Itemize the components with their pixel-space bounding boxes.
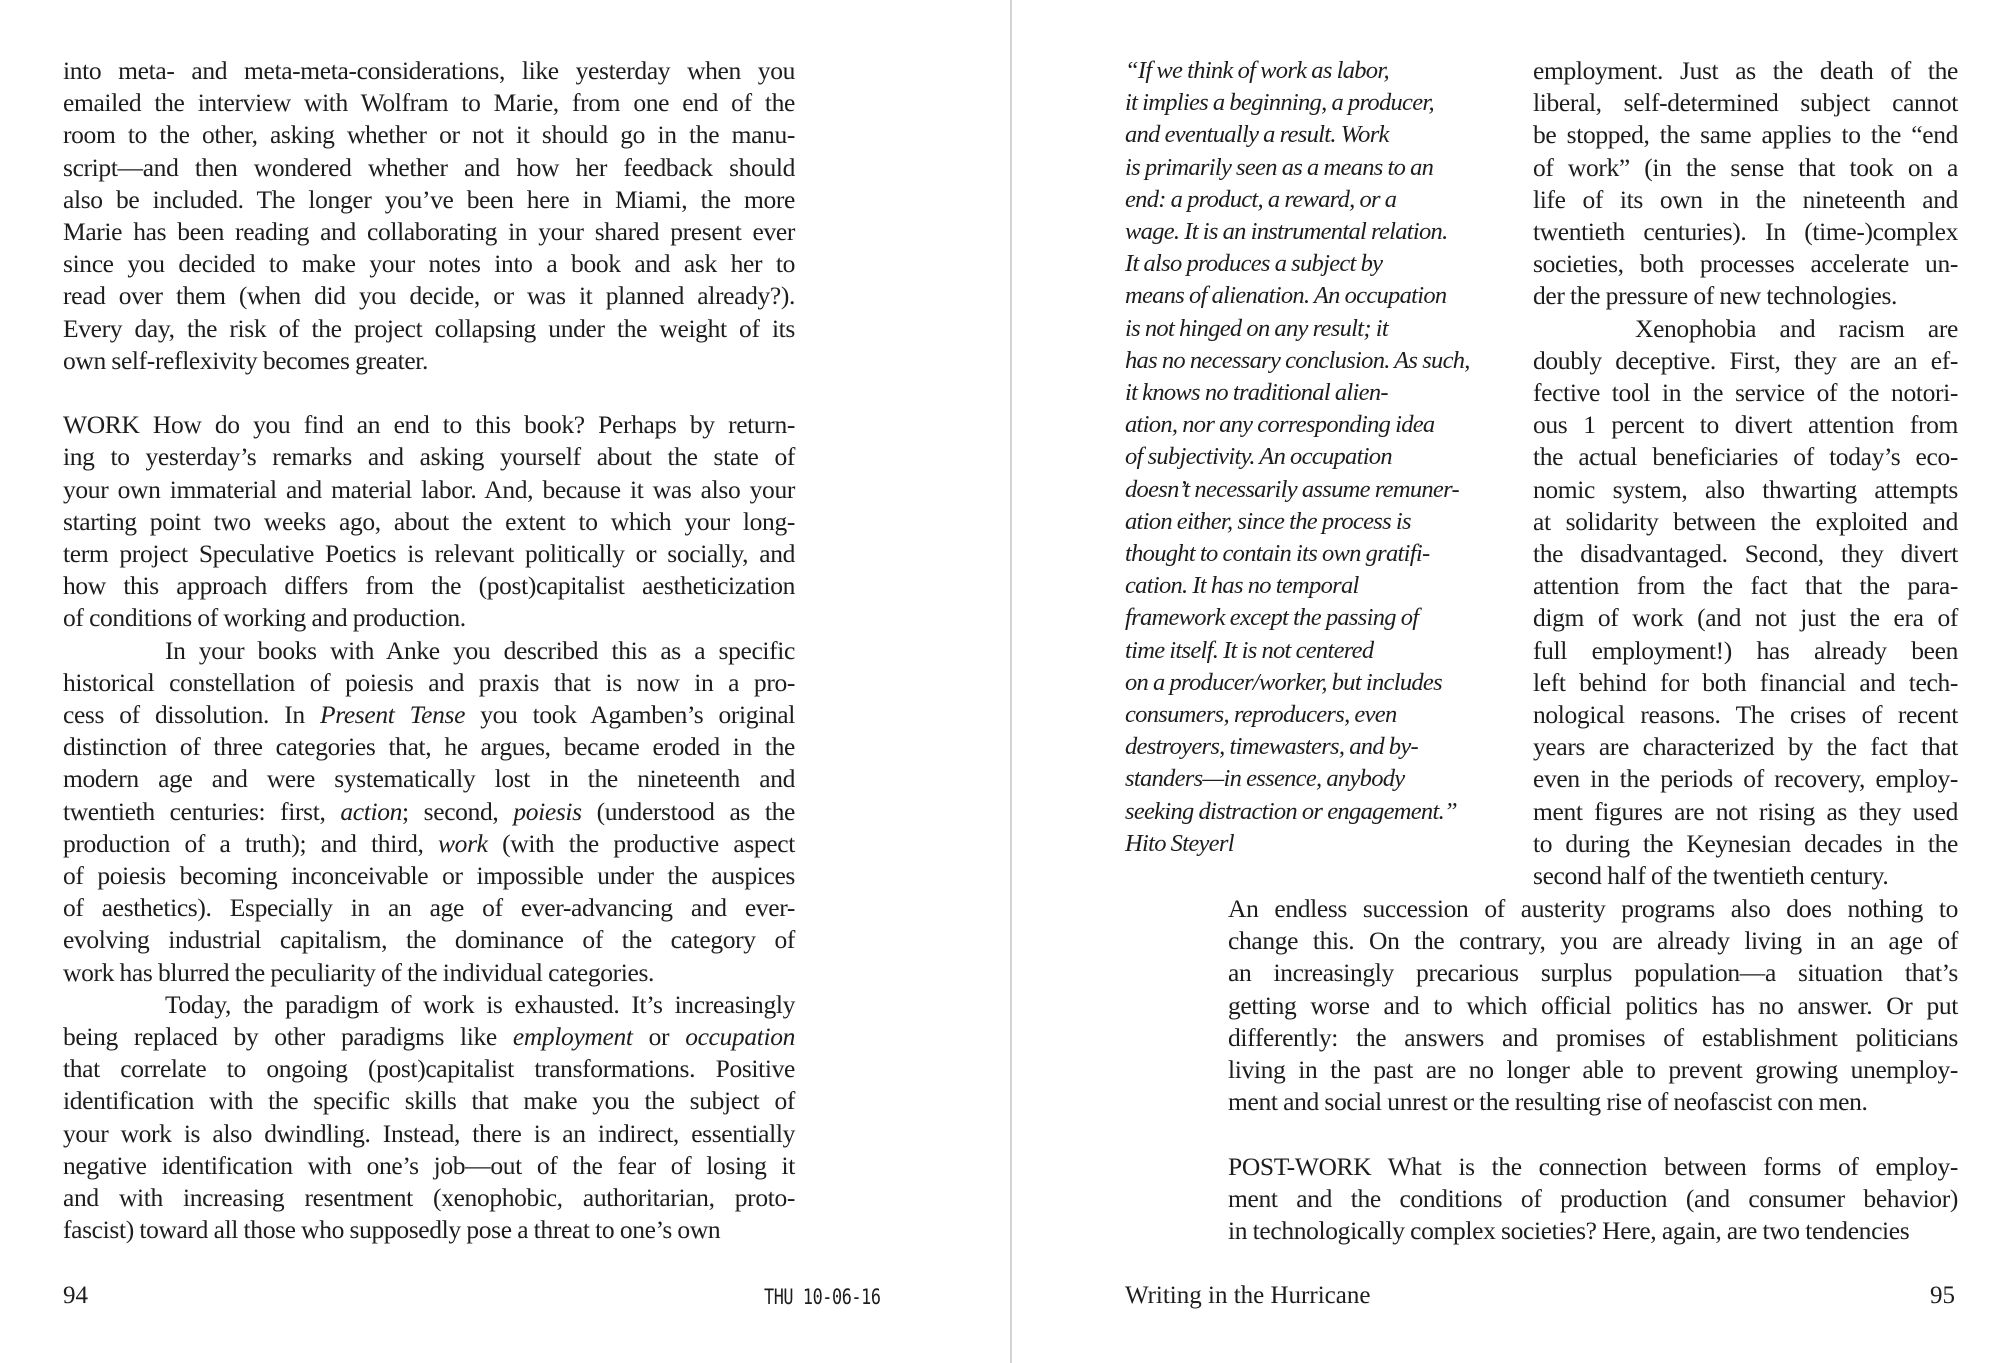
- text-line: ment and the conditions of production (and consumer behavior): [1228, 1183, 1958, 1213]
- text-line: ous 1 percent to divert attention from: [1533, 410, 1958, 440]
- text-line: of subjectivity. An occupation: [1125, 443, 1392, 471]
- text-line: it implies a beginning, a producer,: [1125, 89, 1434, 117]
- text-line: second half of the twentieth century.: [1533, 861, 1889, 891]
- text-line: years are characterized by the fact that: [1533, 732, 1958, 762]
- text-line: seeking distraction or engagement.”: [1125, 797, 1457, 825]
- epigraph-quote: [1125, 55, 1507, 860]
- paragraph-gap: [1228, 1118, 1958, 1150]
- text-line: ing to yesterday’s remarks and asking yourself about the state of: [63, 442, 795, 472]
- text-line: left behind for both financial and tech-: [1533, 667, 1958, 697]
- text-line: room to the other, asking whether or not it should go in the manu-: [63, 120, 795, 150]
- text-line: ment figures are not rising as they used: [1533, 796, 1958, 826]
- text-line: end: a product, a reward, or a: [1125, 185, 1397, 213]
- text-line: even in the periods of recovery, employ-: [1533, 764, 1958, 794]
- text-line: attention from the fact that the para-: [1533, 571, 1958, 601]
- text-line: destroyers, timewasters, and by-: [1125, 733, 1418, 761]
- text-line: your work is also dwindling. Instead, there is an indirect, essentially: [63, 1118, 795, 1148]
- text-line: own self-reflexivity becomes greater.: [63, 345, 429, 375]
- paragraph: [1533, 55, 1958, 313]
- text-line: societies, both processes accelerate un-: [1533, 249, 1958, 279]
- text-line: change this. On the contrary, you are already living in an age of: [1228, 926, 1958, 956]
- text-line: doubly deceptive. First, they are an ef-: [1533, 345, 1958, 375]
- text-line: Every day, the risk of the project collapsing under the weight of its: [63, 313, 795, 343]
- text-line: of work” (in the sense that took on a: [1533, 152, 1958, 182]
- text-line: differently: the answers and promises of establishment politicians: [1228, 1022, 1958, 1052]
- text-line: cess of dissolution. In Present Tense you took Agamben’s original: [63, 700, 795, 730]
- right-page-body-full: [1228, 893, 1958, 1247]
- page-number-left: 94: [63, 1282, 88, 1309]
- text-line: der the pressure of new technologies.: [1533, 281, 1898, 311]
- text-line: full employment!) has already been: [1533, 635, 1958, 665]
- text-line: also be included. The longer you’ve been here in Miami, the more: [63, 184, 795, 214]
- text-line: consumers, reproducers, even: [1125, 701, 1397, 729]
- text-line: term project Speculative Poetics is relevant politically or socially, and: [63, 539, 795, 569]
- text-line: twentieth centuries). In (time-)complex: [1533, 217, 1958, 247]
- paragraph: [63, 409, 795, 634]
- paragraph: [1228, 893, 1958, 1118]
- text-line: how this approach differs from the (post)capitalist aestheticization: [63, 571, 795, 601]
- text-line: identification with the specific skills that make you the subject of: [63, 1086, 795, 1116]
- text-line: WORK How do you find an end to this book? Perhaps by return-: [63, 410, 795, 440]
- text-line: An endless succession of austerity programs also does nothing to: [1228, 894, 1958, 923]
- text-line: the actual beneficiaries of today’s eco-: [1533, 442, 1958, 472]
- text-line: historical constellation of poiesis and praxis that is now in a pro-: [63, 667, 795, 697]
- paragraph: [63, 635, 795, 989]
- text-line: evolving industrial capitalism, the dominance of the category of: [63, 925, 795, 955]
- text-line: wage. It is an instrumental relation.: [1125, 218, 1448, 246]
- text-line: ment and social unrest or the resulting rise of neofascist con men.: [1228, 1087, 1868, 1117]
- text-line: the disadvantaged. Second, they divert: [1533, 539, 1958, 569]
- text-line: living in the past are no longer able to prevent growing unemploy-: [1228, 1055, 1958, 1085]
- text-line: In your books with Anke you described this as a specific: [165, 635, 795, 665]
- text-line: nological reasons. The crises of recent: [1533, 700, 1958, 730]
- text-line: starting point two weeks ago, about the extent to which your long-: [63, 506, 795, 536]
- text-line: Today, the paradigm of work is exhausted. It’s increasingly: [165, 989, 795, 1019]
- text-line: your own immaterial and material labor. And, because it was also your: [63, 474, 795, 504]
- text-line: has no necessary conclusion. As such,: [1125, 346, 1470, 374]
- text-line: production of a truth); and third, work (with the productive aspect: [63, 828, 795, 858]
- text-line: read over them (when did you decide, or was it planned already?).: [63, 281, 795, 311]
- text-line: being replaced by other paradigms like employment or occupation: [63, 1022, 795, 1052]
- text-line: work has blurred the peculiarity of the individual categories.: [63, 957, 655, 987]
- text-line: Hito Steyerl: [1125, 829, 1234, 857]
- left-page-body: [63, 55, 795, 1247]
- text-line: at solidarity between the exploited and: [1533, 506, 1958, 536]
- text-line: digm of work (and not just the era of: [1533, 603, 1958, 633]
- text-line: liberal, self-determined subject cannot: [1533, 88, 1958, 118]
- text-line: be stopped, the same applies to the “end: [1533, 120, 1958, 150]
- text-line: on a producer/worker, but includes: [1125, 668, 1442, 696]
- text-line: to during the Keynesian decades in the: [1533, 828, 1958, 858]
- text-line: negative identification with one’s job—out of the fear of losing it: [63, 1150, 795, 1180]
- paragraph: [1533, 313, 1958, 893]
- text-line: framework except the passing of: [1125, 604, 1419, 632]
- running-head-title: Writing in the Hurricane: [1125, 1282, 1371, 1309]
- text-line: of aesthetics). Especially in an age of ever-advancing and ever-: [63, 893, 795, 923]
- text-line: thought to contain its own gratifi-: [1125, 540, 1430, 568]
- text-line: and with increasing resentment (xenophobic, authoritarian, proto-: [63, 1183, 795, 1213]
- text-line: it knows no traditional alien-: [1125, 379, 1388, 407]
- text-line: twentieth centuries: first, action; second, poiesis (understood as the: [63, 796, 795, 826]
- text-line: POST-WORK What is the connection between forms of employ-: [1228, 1151, 1958, 1181]
- text-line: “If we think of work as labor,: [1125, 57, 1389, 84]
- text-line: life of its own in the nineteenth and: [1533, 184, 1958, 214]
- running-head-date: THU 10-06-16: [764, 1285, 881, 1309]
- page-number-right: 95: [1930, 1282, 1955, 1309]
- text-line: of conditions of working and production.: [63, 603, 466, 633]
- text-line: fective tool in the service of the notori-: [1533, 378, 1958, 408]
- text-line: doesn’t necessarily assume remuner-: [1125, 475, 1459, 503]
- right-page-body-column: [1533, 55, 1958, 892]
- text-line: script—and then wondered whether and how her feedback should: [63, 152, 795, 182]
- text-line: ation, nor any corresponding idea: [1125, 411, 1435, 439]
- text-line: is primarily seen as a means to an: [1125, 153, 1434, 181]
- text-line: modern age and were systematically lost in the nineteenth and: [63, 764, 795, 794]
- text-line: cation. It has no temporal: [1125, 572, 1359, 600]
- text-line: ation either, since the process is: [1125, 507, 1411, 535]
- text-line: getting worse and to which official politics has no answer. Or put: [1228, 990, 1958, 1020]
- paragraph: [63, 989, 795, 1247]
- text-line: and eventually a result. Work: [1125, 121, 1389, 149]
- text-line: that correlate to ongoing (post)capitalist transformations. Positive: [63, 1054, 795, 1084]
- text-line: of poiesis becoming inconceivable or impossible under the auspices: [63, 861, 795, 891]
- text-line: in technologically complex societies? Here, again, are two tendencies: [1228, 1216, 1910, 1246]
- text-line: fascist) toward all those who supposedly pose a threat to one’s own: [63, 1215, 721, 1245]
- text-line: It also produces a subject by: [1125, 250, 1383, 278]
- paragraph: [1228, 1151, 1958, 1248]
- text-line: standers—in essence, anybody: [1125, 765, 1405, 793]
- text-line: Marie has been reading and collaborating in your shared present ever: [63, 217, 795, 247]
- text-line: nomic system, also thwarting attempts: [1533, 474, 1958, 504]
- text-line: since you decided to make your notes into a book and ask her to: [63, 249, 795, 279]
- text-line: emailed the interview with Wolfram to Marie, from one end of the: [63, 88, 795, 118]
- text-line: Xenophobia and racism are: [1635, 313, 1958, 343]
- paragraph-gap: [63, 377, 795, 409]
- text-line: means of alienation. An occupation: [1125, 282, 1447, 310]
- text-line: is not hinged on any result; it: [1125, 314, 1388, 342]
- paragraph: [63, 55, 795, 377]
- text-line: distinction of three categories that, he argues, became eroded in the: [63, 732, 795, 762]
- text-line: an increasingly precarious surplus population—a situation that’s: [1228, 958, 1958, 988]
- text-line: employment. Just as the death of the: [1533, 56, 1958, 85]
- text-line: into meta- and meta-meta-considerations, like yesterday when you: [63, 56, 795, 85]
- text-line: time itself. It is not centered: [1125, 636, 1374, 664]
